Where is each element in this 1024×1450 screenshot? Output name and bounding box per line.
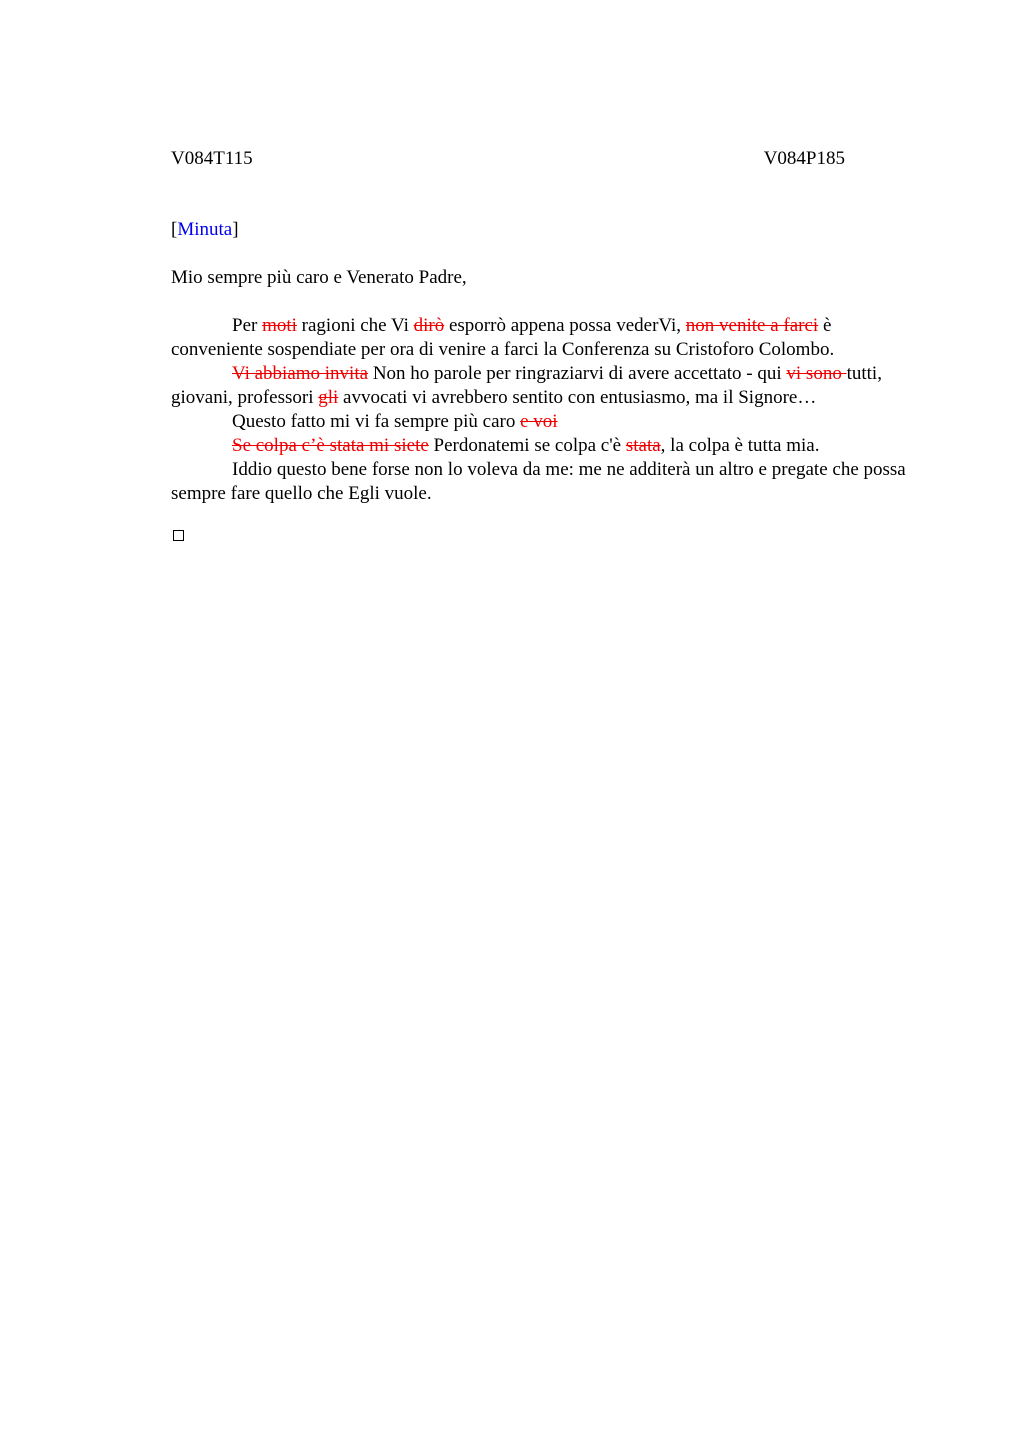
document-code-left: V084T115: [171, 148, 253, 169]
paragraph-text: tutti, giovani, professori: [171, 363, 882, 408]
paragraph-text: esporrò appena possa vederVi,: [444, 315, 686, 336]
paragraph-text: è conveniente sospendiate per ora di venire a farci la Conferenza su Cristoforo Colombo.: [171, 315, 835, 360]
letter-paragraph: [171, 362, 919, 410]
document-header: [171, 147, 845, 171]
letter-paragraph: [171, 434, 919, 458]
deleted-text: stata: [625, 435, 661, 456]
paragraph-text: Iddio questo bene forse non lo voleva da me: me ne additerà un altro e pregate che possa sempre fare quello che Egli vuole.: [171, 459, 906, 504]
note-close-bracket: ]: [232, 219, 239, 240]
draft-note: [171, 218, 239, 242]
deleted-text: moti: [262, 315, 297, 336]
document-code-right: V084P185: [763, 148, 845, 169]
paragraph-text: ragioni che Vi: [296, 315, 414, 336]
note-open-bracket: [: [171, 219, 178, 240]
letter-body: [171, 314, 919, 506]
note-label: Minuta: [177, 219, 233, 240]
paragraph-text: Non ho parole per ringraziarvi di avere accettato - qui: [368, 363, 787, 384]
letter-paragraph: [171, 410, 919, 434]
paragraph-text: , la colpa è tutta mia.: [660, 435, 820, 456]
paragraph-text: Perdonatemi se colpa c'è: [428, 435, 626, 456]
deleted-text: vi sono: [786, 363, 847, 384]
deleted-text: non venite a farci: [685, 315, 819, 336]
letter-paragraph: [171, 314, 919, 362]
deleted-text: dirò: [413, 315, 445, 336]
paragraph-text: Questo fatto mi vi fa sempre più caro: [232, 411, 521, 432]
paragraph-text: Per: [232, 315, 263, 336]
deleted-text: Se colpa c’è stata mi siete: [232, 435, 429, 456]
deleted-text: gli: [318, 387, 339, 408]
deleted-text: e voi: [520, 411, 558, 432]
end-square-icon: [173, 530, 184, 541]
paragraph-text: avvocati vi avrebbero sentito con entusiasmo, ma il Signore…: [338, 387, 817, 408]
letter-paragraph: [171, 458, 919, 506]
salutation: Mio sempre più caro e Venerato Padre,: [171, 267, 467, 288]
deleted-text: Vi abbiamo invita: [232, 363, 369, 384]
